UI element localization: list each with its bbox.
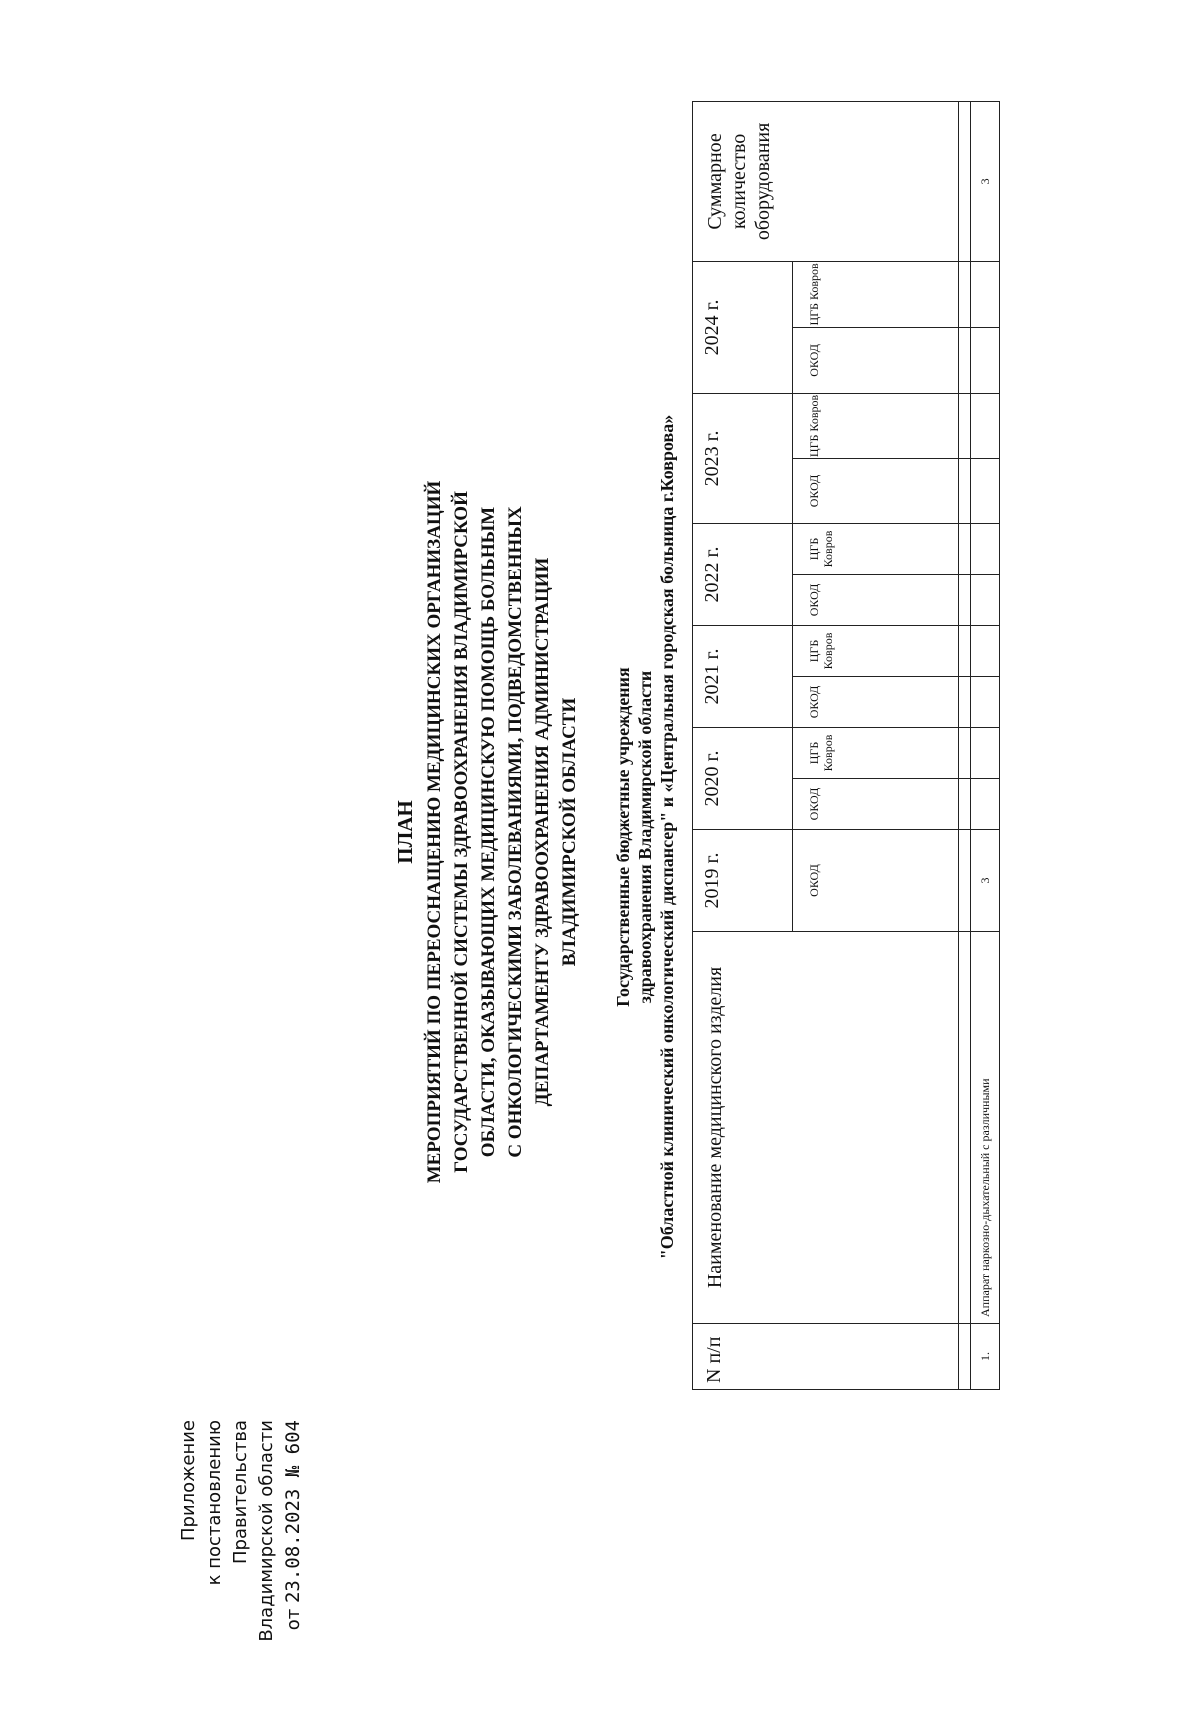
row-2023-okod [971, 458, 1000, 523]
row-2020-okod [971, 779, 1000, 830]
subheader-2022-okod: ОКОД [793, 574, 959, 625]
subtitle-line-3: "Областной клинический онкологический диспансер" и «Центральная городская больница г.Коврова» [657, 414, 677, 1260]
table-spacer-row [959, 101, 971, 1389]
title-plan: ПЛАН [393, 800, 417, 864]
row-2024-okod [971, 327, 1000, 393]
attachment-date [280, 1420, 307, 1720]
row-item-name: Аппарат наркозно-дыхательный с различными [971, 932, 1000, 1324]
subheader-2021-cgb: ЦГБ Ковров [793, 625, 959, 676]
subtitle-line-1: Государственные бюджетные учреждения [613, 667, 633, 1007]
subheader-2024-okod: ОКОД [793, 327, 959, 393]
subheader-2024-cgb: ЦГБ Ковров [793, 261, 959, 327]
row-2022-okod [971, 574, 1000, 625]
attachment-date-value: 23.08.2023 № 604 [282, 1420, 304, 1604]
institutions-subtitle [612, 282, 678, 1392]
title-line-6: ВЛАДИМИРСКОЙ ОБЛАСТИ [559, 697, 580, 967]
row-2020-cgb [971, 727, 1000, 778]
attachment-line-1: Приложение [178, 1420, 199, 1542]
subheader-2020-okod: ОКОД [793, 779, 959, 830]
table-row [971, 101, 1000, 1389]
col-header-2021: 2021 г. [693, 625, 793, 727]
document-title [392, 382, 583, 1282]
col-header-2019: 2019 г. [693, 830, 793, 932]
attachment-line-3: Правительства [230, 1420, 251, 1564]
title-line-4: С ОНКОЛОГИЧЕСКИМИ ЗАБОЛЕВАНИЯМИ, ПОДВЕДОМСТВЕННЫХ [505, 506, 526, 1158]
title-line-3: ОБЛАСТИ, ОКАЗЫВАЮЩИХ МЕДИЦИНСКУЮ ПОМОЩЬ БОЛЬНЫМ [478, 506, 499, 1158]
attachment-header [176, 1420, 307, 1720]
col-header-2022: 2022 г. [693, 523, 793, 625]
row-2022-cgb [971, 523, 1000, 574]
subheader-2020-cgb: ЦГБ Ковров [793, 727, 959, 778]
row-total: 3 [971, 101, 1000, 261]
row-2021-okod [971, 676, 1000, 727]
subheader-2019-okod: ОКОД [793, 830, 959, 932]
subheader-2021-okod: ОКОД [793, 676, 959, 727]
equipment-table [692, 101, 1000, 1390]
row-2023-cgb [971, 393, 1000, 458]
subheader-2023-okod: ОКОД [793, 458, 959, 523]
col-header-2020: 2020 г. [693, 727, 793, 829]
row-2019-okod: 3 [971, 830, 1000, 932]
table-header-row-years [693, 101, 793, 1389]
col-header-2023: 2023 г. [693, 393, 793, 523]
attachment-line-2: к постановлению [204, 1420, 225, 1586]
attachment-line-4: Владимирской области [256, 1420, 277, 1642]
subheader-2022-cgb: ЦГБ Ковров [793, 523, 959, 574]
col-header-number: N п/п [693, 1324, 959, 1390]
col-header-total: Суммарное количество оборудования [693, 101, 959, 261]
row-number: 1. [971, 1324, 1000, 1390]
title-line-1: МЕРОПРИЯТИЙ ПО ПЕРЕОСНАЩЕНИЮ МЕДИЦИНСКИХ ОРГАНИЗАЦИЙ [424, 480, 445, 1184]
attachment-date-prefix: от [283, 1608, 304, 1631]
col-header-name: Наименование медицинского изделия [693, 932, 959, 1324]
subheader-2023-cgb: ЦГБ Ковров [793, 393, 959, 458]
subtitle-line-2: здравоохранения Владимирской области [635, 670, 655, 1004]
col-header-2024: 2024 г. [693, 261, 793, 393]
title-line-5: ДЕПАРТАМЕНТУ ЗДРАВООХРАНЕНИЯ АДМИНИСТРАЦИИ [532, 557, 553, 1107]
row-2024-cgb [971, 261, 1000, 327]
row-2021-cgb [971, 625, 1000, 676]
title-line-2: ГОСУДАРСТВЕННОЙ СИСТЕМЫ ЗДРАВООХРАНЕНИЯ ВЛАДИМИРСКОЙ [451, 491, 472, 1173]
